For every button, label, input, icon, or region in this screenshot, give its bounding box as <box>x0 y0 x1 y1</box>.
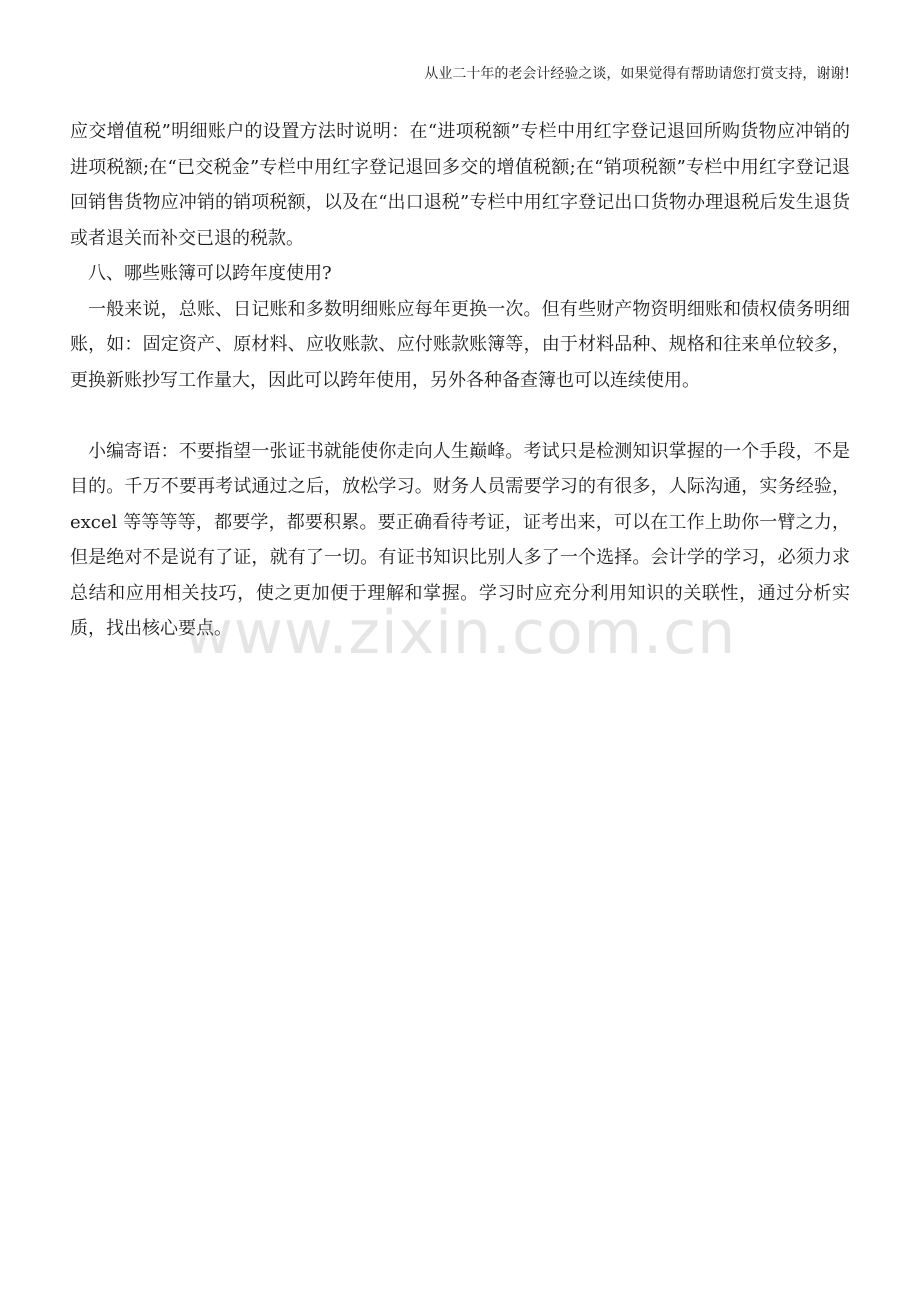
paragraph-cross-year-books: 一般来说，总账、日记账和多数明细账应每年更换一次。但有些财产物资明细账和债权债务明细账，如：固定资产、原材料、应收账款、应付账款账簿等，由于材料品种、规格和往来单位较多，更换新账抄写工作量大，因此可以跨年使用，另外各种备查簿也可以连续使用。 <box>70 298 850 391</box>
paragraph-vat-account: 应交增值税”明细账户的设置方法时说明：在“进项税额”专栏中用红字登记退回所购货物应冲销的进项税额;在“已交税金”专栏中用红字登记退回多交的增值税额;在“销项税额”专栏中用红字登记退回销售货物应冲销的销项税额，以及在“出口退税”专栏中用红字登记出口货物办理退税后发生退货或者退关而补交已退的税款。 <box>70 121 850 249</box>
section-heading-8: 八、哪些账簿可以跨年度使用? <box>88 263 332 284</box>
watermark: www.zixin.com.cn <box>183 598 737 668</box>
document-body <box>70 114 850 647</box>
paragraph-editor-note: 小编寄语：不要指望一张证书就能使你走向人生巅峰。考试只是检测知识掌握的一个手段，不是目的。千万不要再考试通过之后，放松学习。财务人员需要学习的有很多，人际沟通，实务经验，excel 等等等等，都要学，都要积累。要正确看待考证，证考出来，可以在工作上助你一臂之力，但是绝对不是说有了证，就有了一切。有证书知识比别人多了一个选择。会计学的学习，必须力求总结和应用相关技巧，使之更加便于理解和掌握。学习时应充分利用知识的关联性，通过分析实质，找出核心要点。 <box>70 440 850 639</box>
blank-line <box>70 398 850 434</box>
header-note: 从业二十年的老会计经验之谈，如果觉得有帮助请您打赏支持，谢谢! <box>424 66 850 82</box>
